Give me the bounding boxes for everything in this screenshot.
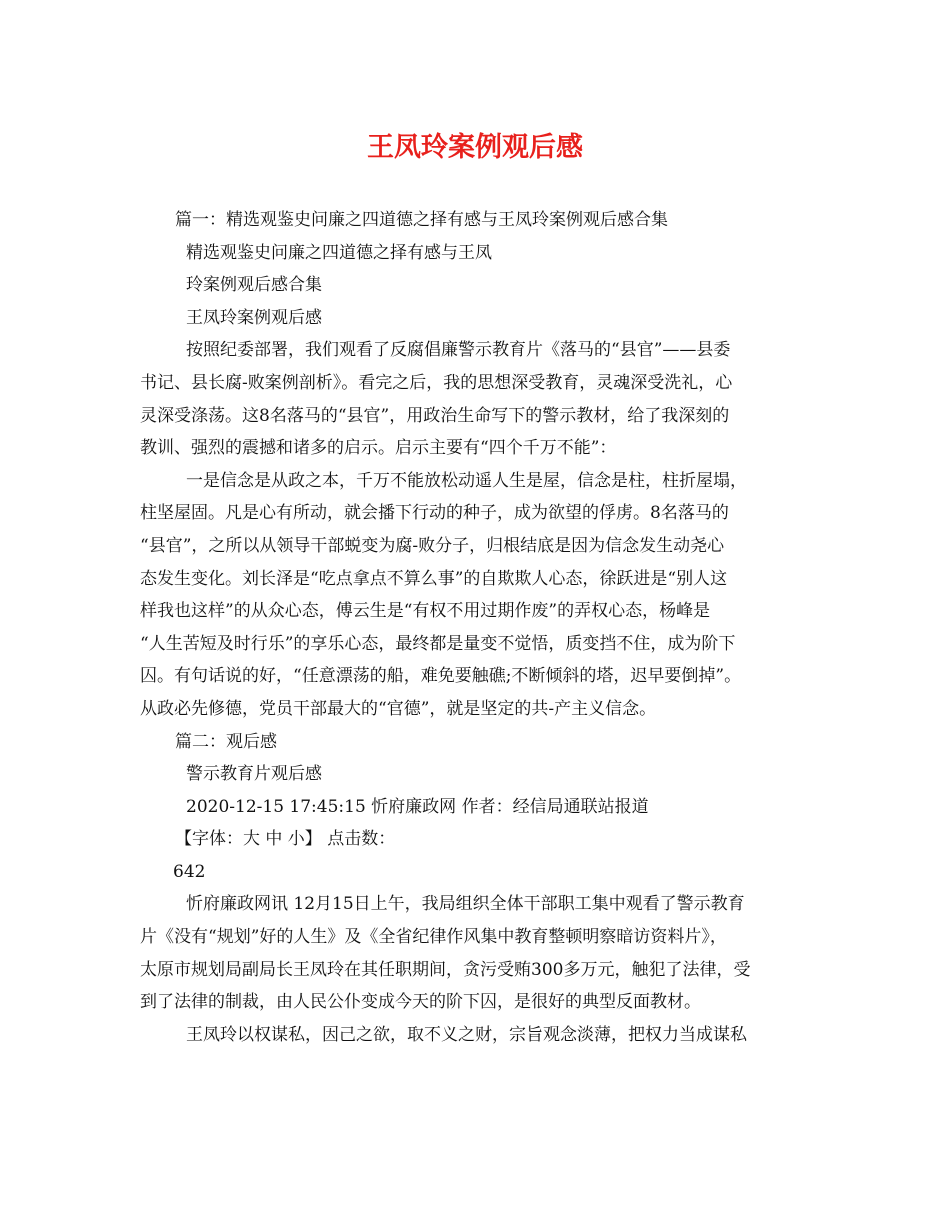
- paragraph-line: 一是信念是从政之本，千万不能放松动遥人生是屋，信念是柱，柱折屋塌，: [186, 470, 747, 491]
- font-size-controls: 【字体：大 中 小】 点击数：: [175, 829, 396, 850]
- paragraph-line: 柱坚屋固。凡是心有所动，就会播下行动的种子，成为欲望的俘虏。8名落马的: [140, 503, 729, 524]
- paragraph-line: 忻府廉政网讯 12月15日上午，我局组织全体干部职工集中观看了警示教育: [186, 894, 745, 915]
- paragraph-line: 从政必先修德，党员干部最大的“官德”，就是坚定的共-产主义信念。: [140, 698, 657, 719]
- paragraph-line: 态发生变化。刘长泽是“吃点拿点不算么事”的自欺欺人心态，徐跃进是“别人这: [140, 568, 728, 589]
- paragraph-line: 按照纪委部署，我们观看了反腐倡廉警示教育片《落马的“县官”——县委: [186, 340, 731, 361]
- paragraph-line: 精选观鉴史问廉之四道德之择有感与王凤: [186, 242, 492, 263]
- click-count: 642: [173, 861, 206, 882]
- subheading: 警示教育片观后感: [186, 764, 322, 785]
- paragraph-line: 灵深受涤荡。这8名落马的“县官”，用政治生命写下的警示教材，给了我深刻的: [140, 405, 730, 426]
- document-title: 王凤玲案例观后感: [367, 132, 583, 163]
- subheading: 王凤玲案例观后感: [186, 307, 322, 328]
- paragraph-line: 片《没有“规划”好的人生》及《全省纪律作风集中教育整顿明察暗访资料片》，: [140, 927, 727, 948]
- section-heading-2: 篇二：观后感: [175, 731, 277, 752]
- paragraph-line: 王凤玲以权谋私，因己之欲，取不义之财，宗旨观念淡薄，把权力当成谋私: [186, 1024, 747, 1045]
- paragraph-line: 到了法律的制裁，由人民公仆变成今天的阶下囚，是很好的典型反面教材。: [140, 992, 701, 1013]
- document-body: [140, 204, 816, 1051]
- paragraph-line: 样我也这样”的从众心态，傅云生是“有权不用过期作废”的弄权心态，杨峰是: [140, 601, 711, 622]
- paragraph-line: “人生苦短及时行乐”的享乐心态，最终都是量变不觉悟，质变挡不住，成为阶下: [140, 633, 736, 654]
- paragraph-line: 玲案例观后感合集: [186, 275, 322, 296]
- article-meta: 2020-12-15 17:45:15 忻府廉政网 作者：经信局通联站报道: [186, 796, 649, 817]
- paragraph-line: 教训、强烈的震撼和诸多的启示。启示主要有“四个千万不能”：: [140, 438, 617, 459]
- paragraph-line: 书记、县长腐-败案例剖析》。看完之后，我的思想深受教育，灵魂深受洗礼，心: [140, 372, 733, 393]
- paragraph-line: 太原市规划局副局长王凤玲在其任职期间，贪污受贿300多万元，触犯了法律，受: [140, 959, 751, 980]
- section-heading-1: 篇一：精选观鉴史问廉之四道德之择有感与王凤玲案例观后感合集: [175, 210, 668, 230]
- paragraph-line: 囚。有句话说的好，“任意漂荡的船，难免要触礁;不断倾斜的塔，迟早要倒掉”。: [140, 666, 742, 687]
- paragraph-line: “县官”，之所以从领导干部蜕变为腐-败分子，归根结底是因为信念发生动尧心: [140, 535, 725, 556]
